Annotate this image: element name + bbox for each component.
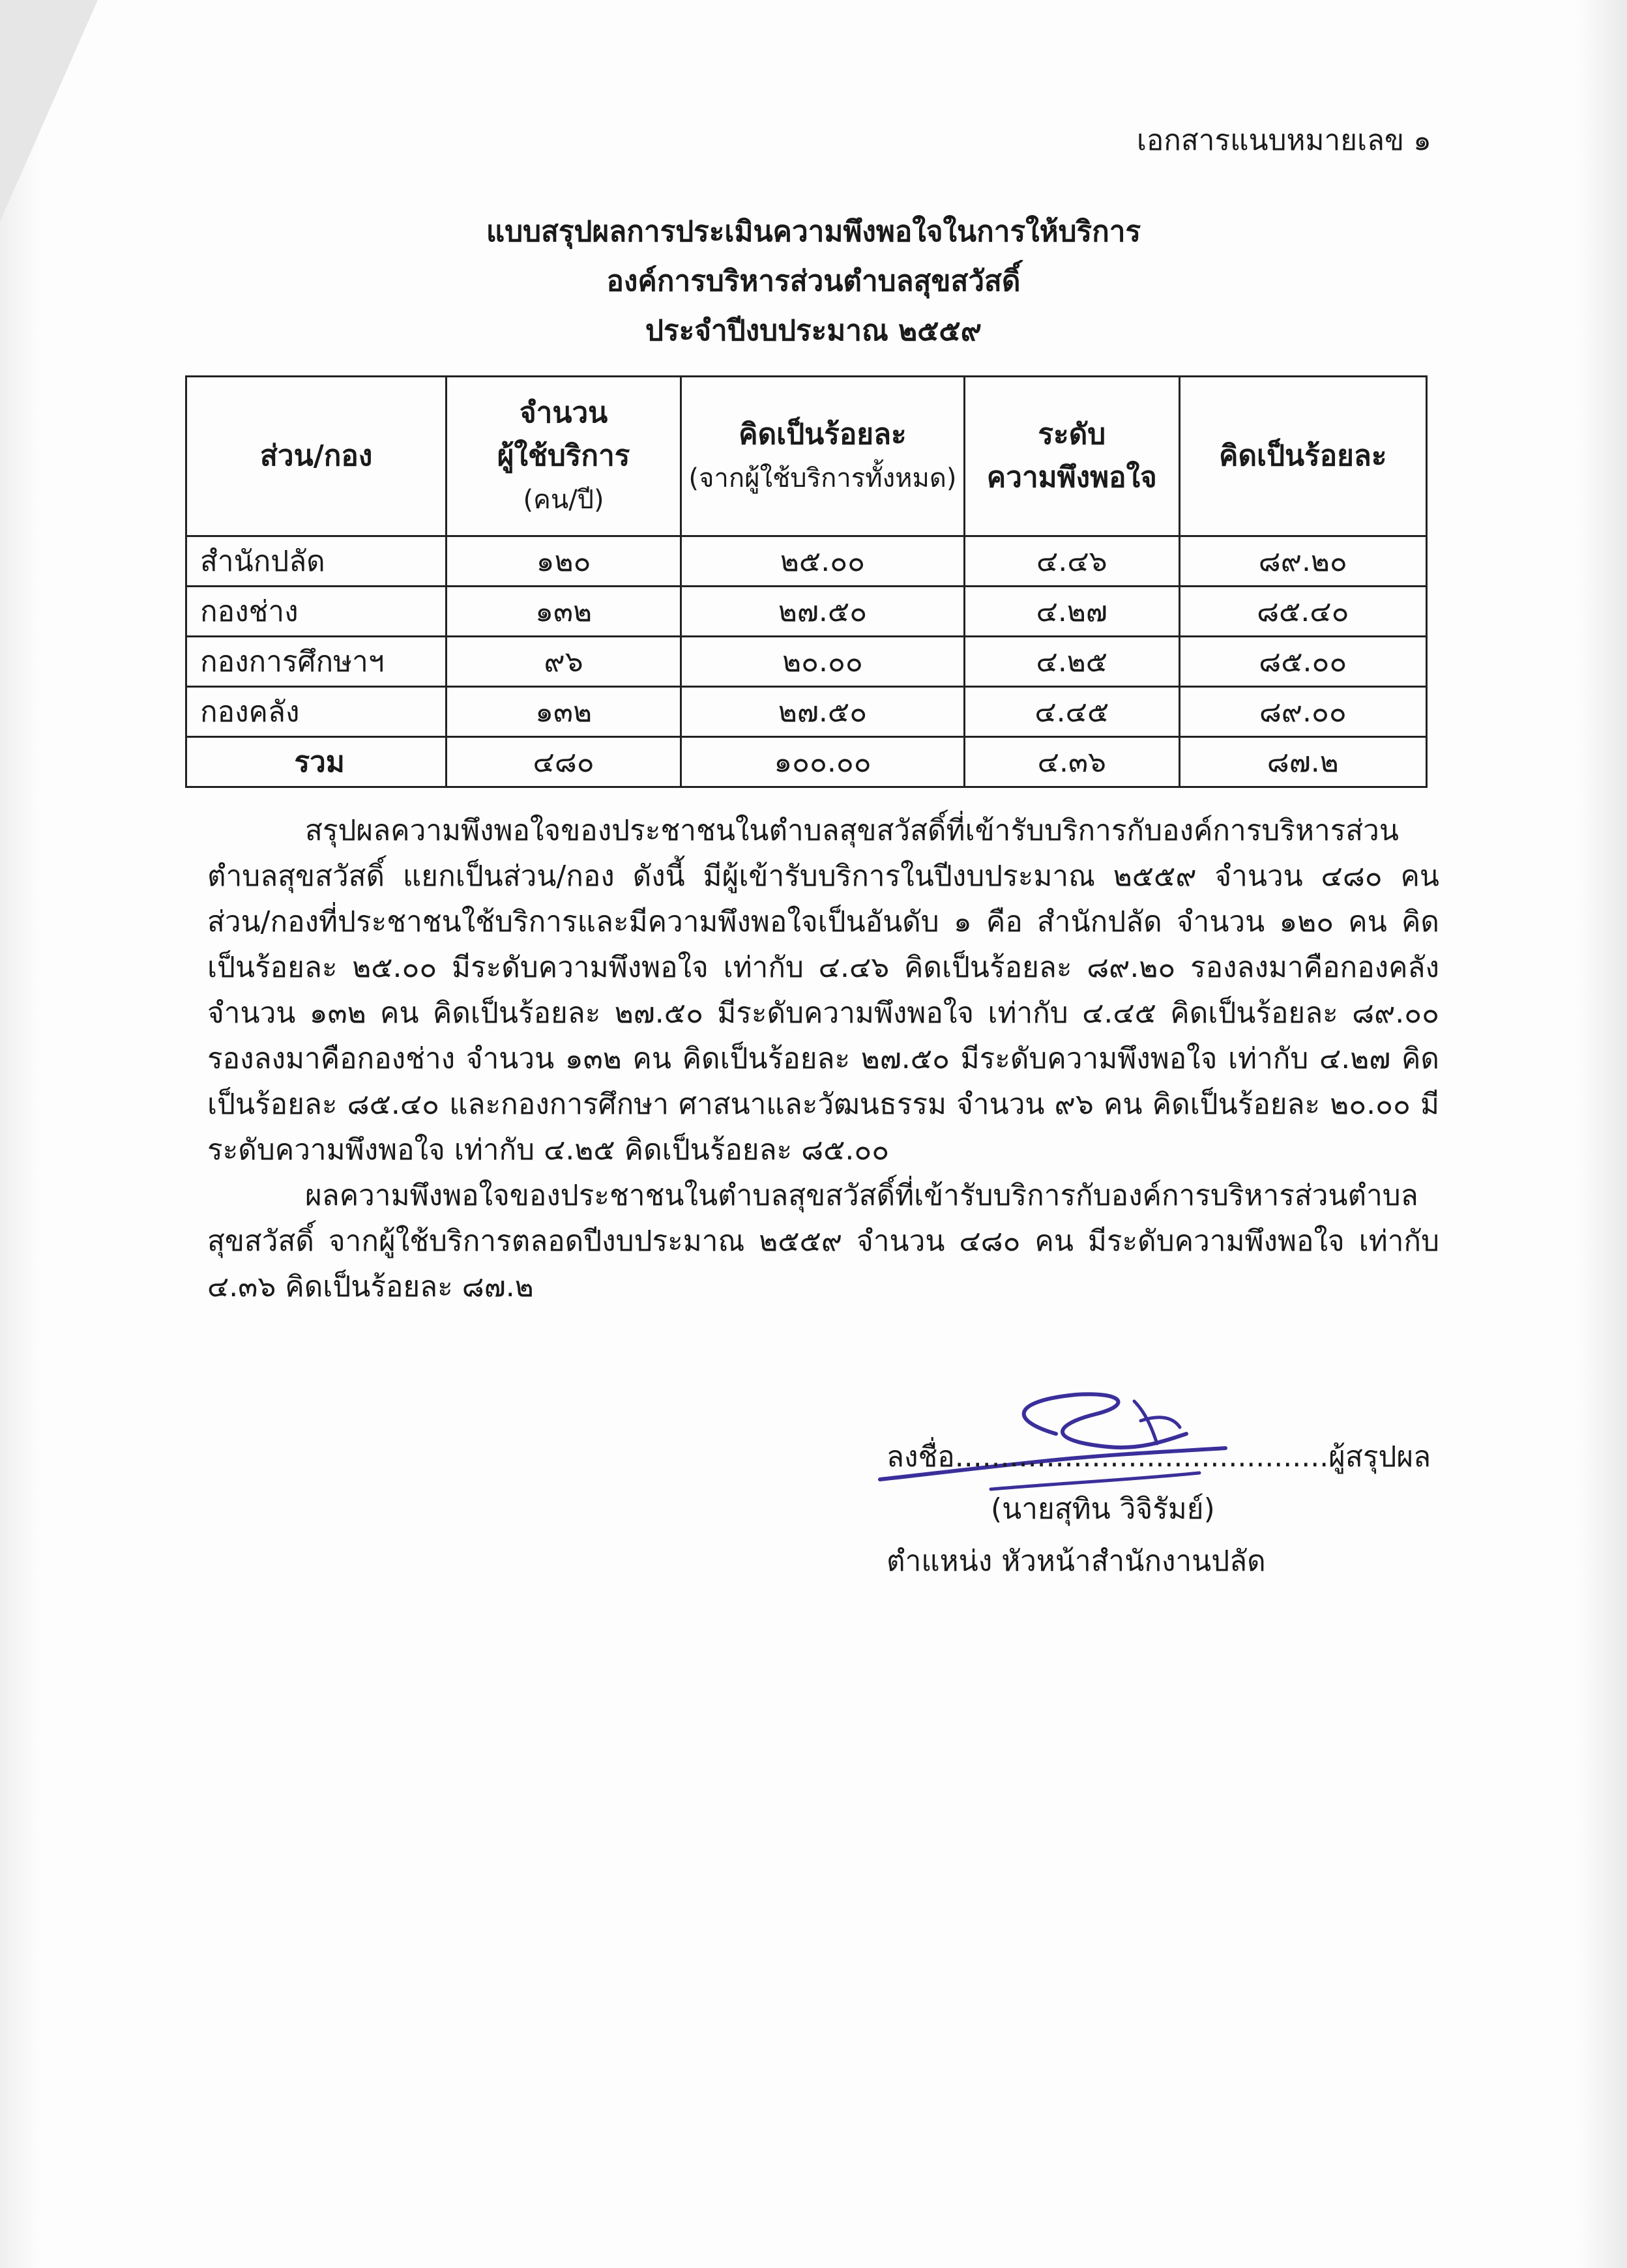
cell-total-level: ๔.๓๖ [965,737,1179,787]
summary-text [207,808,1439,1310]
signer-name: (นายสุทิน วิจิรัมย์) [991,1492,1215,1526]
cell-sat-percent: ๘๕.๔๐ [1179,587,1426,637]
cell-division: กองการศึกษาฯ [186,637,447,687]
table-row [186,687,1427,737]
cell-division: สำนักปลัด [186,536,447,587]
cell-level: ๔.๔๕ [965,687,1179,737]
cell-total-label: รวม [186,737,447,787]
signature-line: ลงชื่อ.........................................ผู้สรุปผล [887,1440,1431,1474]
table-row [186,637,1427,687]
cell-percent: ๒๕.๐๐ [681,536,964,587]
title-line-3: ประจำปีงบประมาณ ๒๕๕๙ [645,314,982,347]
table-total-row [186,737,1427,787]
cell-total-sat-percent: ๘๗.๒ [1179,737,1426,787]
cell-sat-percent: ๘๙.๒๐ [1179,536,1426,587]
cell-level: ๔.๒๕ [965,637,1179,687]
attachment-label: เอกสารแนบหมายเลข ๑ [1136,124,1431,157]
cell-percent: ๒๗.๕๐ [681,687,964,737]
cell-level: ๔.๔๖ [965,536,1179,587]
cell-division: กองคลัง [186,687,447,737]
cell-percent: ๒๐.๐๐ [681,637,964,687]
cell-count: ๙๖ [447,637,681,687]
cell-count: ๑๓๒ [447,587,681,637]
header-division: ส่วน/กอง [186,377,447,536]
cell-sat-percent: ๘๙.๐๐ [1179,687,1426,737]
table-row [186,587,1427,637]
cell-total-count: ๔๘๐ [447,737,681,787]
header-level: ระดับ ความพึงพอใจ [965,377,1179,536]
table-row [186,536,1427,587]
summary-paragraph-1: สรุปผลความพึงพอใจของประชาชนในตำบลสุขสวัสดิ์ที่เข้ารับบริการกับองค์การบริหารส่วนตำบลสุขสวัสดิ์ แยกเป็นส่วน/กอง ดังนี้ มีผู้เข้ารับบริการในปีงบประมาณ ๒๕๕๙ จำนวน ๔๘๐ คน ส่วน/กองที่ประชาชนใช้บริการและมีความพึงพอใจเป็นอันดับ ๑ คือ สำนักปลัด จำนวน ๑๒๐ คน คิดเป็นร้อยละ ๒๕.๐๐ มีระดับความพึงพอใจ เท่ากับ ๔.๔๖ คิดเป็นร้อยละ ๘๙.๒๐ รองลงมาคือกองคลัง จำนวน ๑๓๒ คน คิดเป็นร้อยละ ๒๗.๕๐ มีระดับความพึงพอใจ เท่ากับ ๔.๔๕ คิดเป็นร้อยละ ๘๙.๐๐ รองลงมาคือกองช่าง จำนวน ๑๓๒ คน คิดเป็นร้อยละ ๒๗.๕๐ มีระดับความพึงพอใจ เท่ากับ ๔.๒๗ คิดเป็นร้อยละ ๘๕.๔๐ และกองการศึกษา ศาสนาและวัฒนธรรม จำนวน ๙๖ คน คิดเป็นร้อยละ ๒๐.๐๐ มีระดับความพึงพอใจ เท่ากับ ๔.๒๕ คิดเป็นร้อยละ ๘๕.๐๐ [207,814,1439,1167]
cell-count: ๑๓๒ [447,687,681,737]
title-line-1: แบบสรุปผลการประเมินความพึงพอใจในการให้บริการ [486,215,1141,248]
cell-level: ๔.๒๗ [965,587,1179,637]
header-sat-percent: คิดเป็นร้อยละ [1179,377,1426,536]
header-percent: คิดเป็นร้อยละ (จากผู้ใช้บริการทั้งหมด) [681,377,964,536]
signer-position: ตำแหน่ง หัวหน้าสำนักงานปลัด [887,1545,1266,1578]
cell-count: ๑๒๐ [447,536,681,587]
summary-paragraph-2: ผลความพึงพอใจของประชาชนในตำบลสุขสวัสดิ์ที่เข้ารับบริการกับองค์การบริหารส่วนตำบลสุขสวัสดิ์ จากผู้ใช้บริการตลอดปีงบประมาณ ๒๕๕๙ จำนวน ๔๘๐ คน มีระดับความพึงพอใจ เท่ากับ ๔.๓๖ คิดเป็นร้อยละ ๘๗.๒ [207,1179,1439,1303]
cell-total-percent: ๑๐๐.๐๐ [681,737,964,787]
header-count: จำนวน ผู้ใช้บริการ (คน/ปี) [447,377,681,536]
cell-percent: ๒๗.๕๐ [681,587,964,637]
document-title [0,207,1627,356]
cell-division: กองช่าง [186,587,447,637]
title-line-2: องค์การบริหารส่วนตำบลสุขสวัสดิ์ [606,265,1021,298]
table-header-row [186,377,1427,536]
folded-corner [0,0,98,222]
satisfaction-table [185,375,1428,788]
cell-sat-percent: ๘๕.๐๐ [1179,637,1426,687]
